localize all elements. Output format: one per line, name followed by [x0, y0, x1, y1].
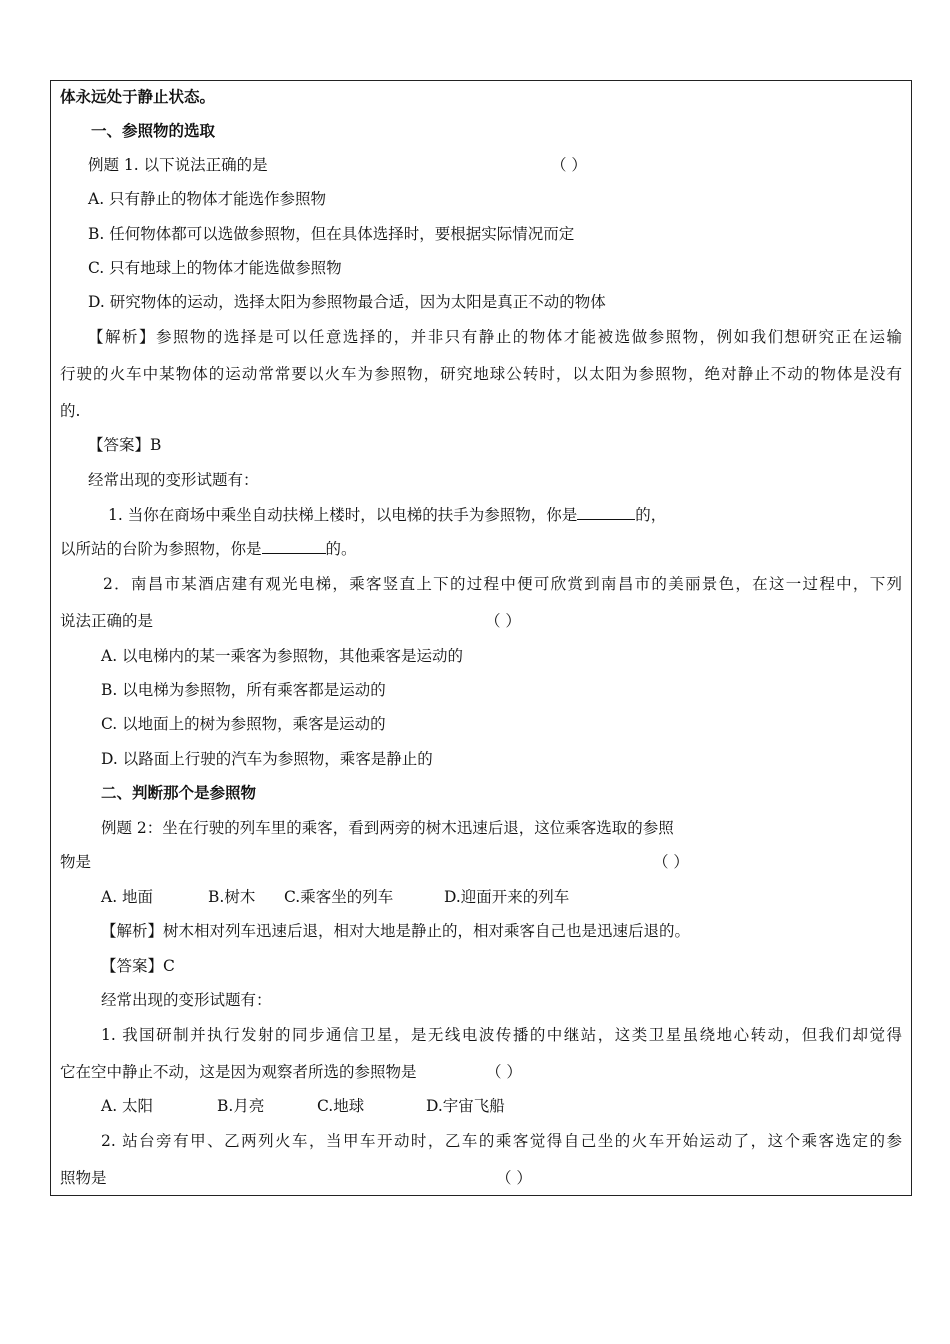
variant-1-q2-text: 说法正确的是 — [60, 612, 154, 630]
continued-text-line: 体永远处于静止状态。 — [60, 87, 216, 106]
example-2-question-text: 物是 — [60, 853, 92, 871]
variant-2-question-2-line-1: 2. 站台旁有甲、乙两列火车，当甲车开动时，乙车的乘客觉得自己坐的火车开始运动了，这个乘客选定的参 — [101, 1132, 902, 1150]
example-2-answer: 【答案】C — [101, 957, 175, 975]
variant-1-question-2-line-2 — [60, 611, 521, 631]
variant-2-q1-options — [101, 1096, 505, 1116]
variant-2-q1-option-b: B.月亮 — [217, 1097, 265, 1115]
variant-2-intro: 经常出现的变形试题有： — [101, 991, 272, 1009]
example-1-explanation-line-1: 【解析】参照物的选择是可以任意选择的，并非只有静止的物体才能被选做参照物，例如我们想研究正在运输 — [88, 328, 902, 346]
section-heading-2: 二、判断那个是参照物 — [101, 783, 257, 802]
variant-1-q1-text-b: 的， — [635, 506, 667, 524]
example-2-options — [101, 887, 569, 907]
variant-1-q1-text-d: 的。 — [325, 540, 357, 558]
variant-1-question-2-line-1: 2．南昌市某酒店建有观光电梯，乘客竖直上下的过程中便可欣赏到南昌市的美丽景色，在这一过程中，下列 — [103, 575, 902, 593]
variant-1-q1-text-c: 以所站的台阶为参照物，你是 — [60, 540, 262, 558]
example-2-answer-paren: （ ） — [653, 853, 689, 871]
variant-2-q2-text: 照物是 — [60, 1169, 107, 1187]
example-2-option-d: D.迎面开来的列车 — [444, 888, 570, 906]
example-1-answer: 【答案】B — [88, 436, 162, 454]
variant-2-question-2-line-2 — [60, 1168, 532, 1188]
variant-1-q2-option-b: B. 以电梯为参照物，所有乘客都是运动的 — [101, 681, 386, 699]
answer-blank-2[interactable] — [262, 539, 326, 554]
example-1-option-b: B. 任何物体都可以选做参照物，但在具体选择时，要根据实际情况而定 — [88, 225, 575, 243]
variant-1-q1-text-a: 1. 当你在商场中乘坐自动扶梯上楼时，以电梯的扶手为参照物，你是 — [108, 506, 578, 524]
example-1-explanation-line-3: 的. — [60, 402, 81, 420]
example-1-question-text: 例题 1. 以下说法正确的是 — [88, 156, 268, 174]
example-2-explanation: 【解析】树木相对列车迅速后退，相对大地是静止的，相对乘客自己也是迅速后退的。 — [101, 922, 691, 940]
content-table-cell — [50, 80, 912, 1196]
variant-2-question-1-line-1: 1. 我国研制并执行发射的同步通信卫星，是无线电波传播的中继站，这类卫星虽绕地心转动，但我们却觉得 — [101, 1026, 902, 1044]
example-1-option-d: D. 研究物体的运动，选择太阳为参照物最合适，因为太阳是真正不动的物体 — [88, 293, 606, 311]
example-1-explanation-line-2: 行驶的火车中某物体的运动常常要以火车为参照物，研究地球公转时，以太阳为参照物，绝对静止不动的物体是没有 — [60, 365, 902, 383]
variant-2-q1-answer-paren: （ ） — [486, 1063, 522, 1081]
example-2-question-line-2 — [60, 852, 689, 872]
section-heading-1: 一、参照物的选取 — [91, 121, 216, 140]
answer-blank-1[interactable] — [577, 505, 635, 520]
variant-2-question-1-line-2 — [60, 1062, 522, 1082]
variant-1-intro: 经常出现的变形试题有： — [88, 471, 259, 489]
example-2-question-line-1: 例题 2：坐在行驶的列车里的乘客，看到两旁的树木迅速后退，这位乘客选取的参照 — [101, 819, 674, 837]
variant-2-q1-option-c: C.地球 — [317, 1097, 365, 1115]
example-1-option-a: A. 只有静止的物体才能选作参照物 — [88, 190, 327, 208]
example-1-answer-paren: （ ） — [551, 156, 587, 174]
variant-1-q2-option-d: D. 以路面上行驶的汽车为参照物，乘客是静止的 — [101, 750, 433, 768]
example-2-option-b: B.树木 — [208, 888, 256, 906]
example-2-option-a: A. 地面 — [101, 888, 154, 906]
variant-2-q1-text: 它在空中静止不动，这是因为观察者所选的参照物是 — [60, 1063, 417, 1081]
variant-2-q2-answer-paren: （ ） — [496, 1169, 532, 1187]
example-1-option-c: C. 只有地球上的物体才能选做参照物 — [88, 259, 342, 277]
variant-2-q1-option-a: A. 太阳 — [101, 1097, 154, 1115]
example-1-question — [88, 155, 587, 175]
variant-1-q2-answer-paren: （ ） — [485, 612, 521, 630]
variant-1-q2-option-c: C. 以地面上的树为参照物，乘客是运动的 — [101, 715, 386, 733]
variant-1-q2-option-a: A. 以电梯内的某一乘客为参照物，其他乘客是运动的 — [101, 647, 464, 665]
example-2-option-c: C.乘客坐的列车 — [284, 888, 394, 906]
variant-1-question-1-line-2 — [60, 539, 357, 559]
variant-2-q1-option-d: D.宇宙飞船 — [426, 1097, 505, 1115]
variant-1-question-1-line-1 — [108, 505, 666, 525]
